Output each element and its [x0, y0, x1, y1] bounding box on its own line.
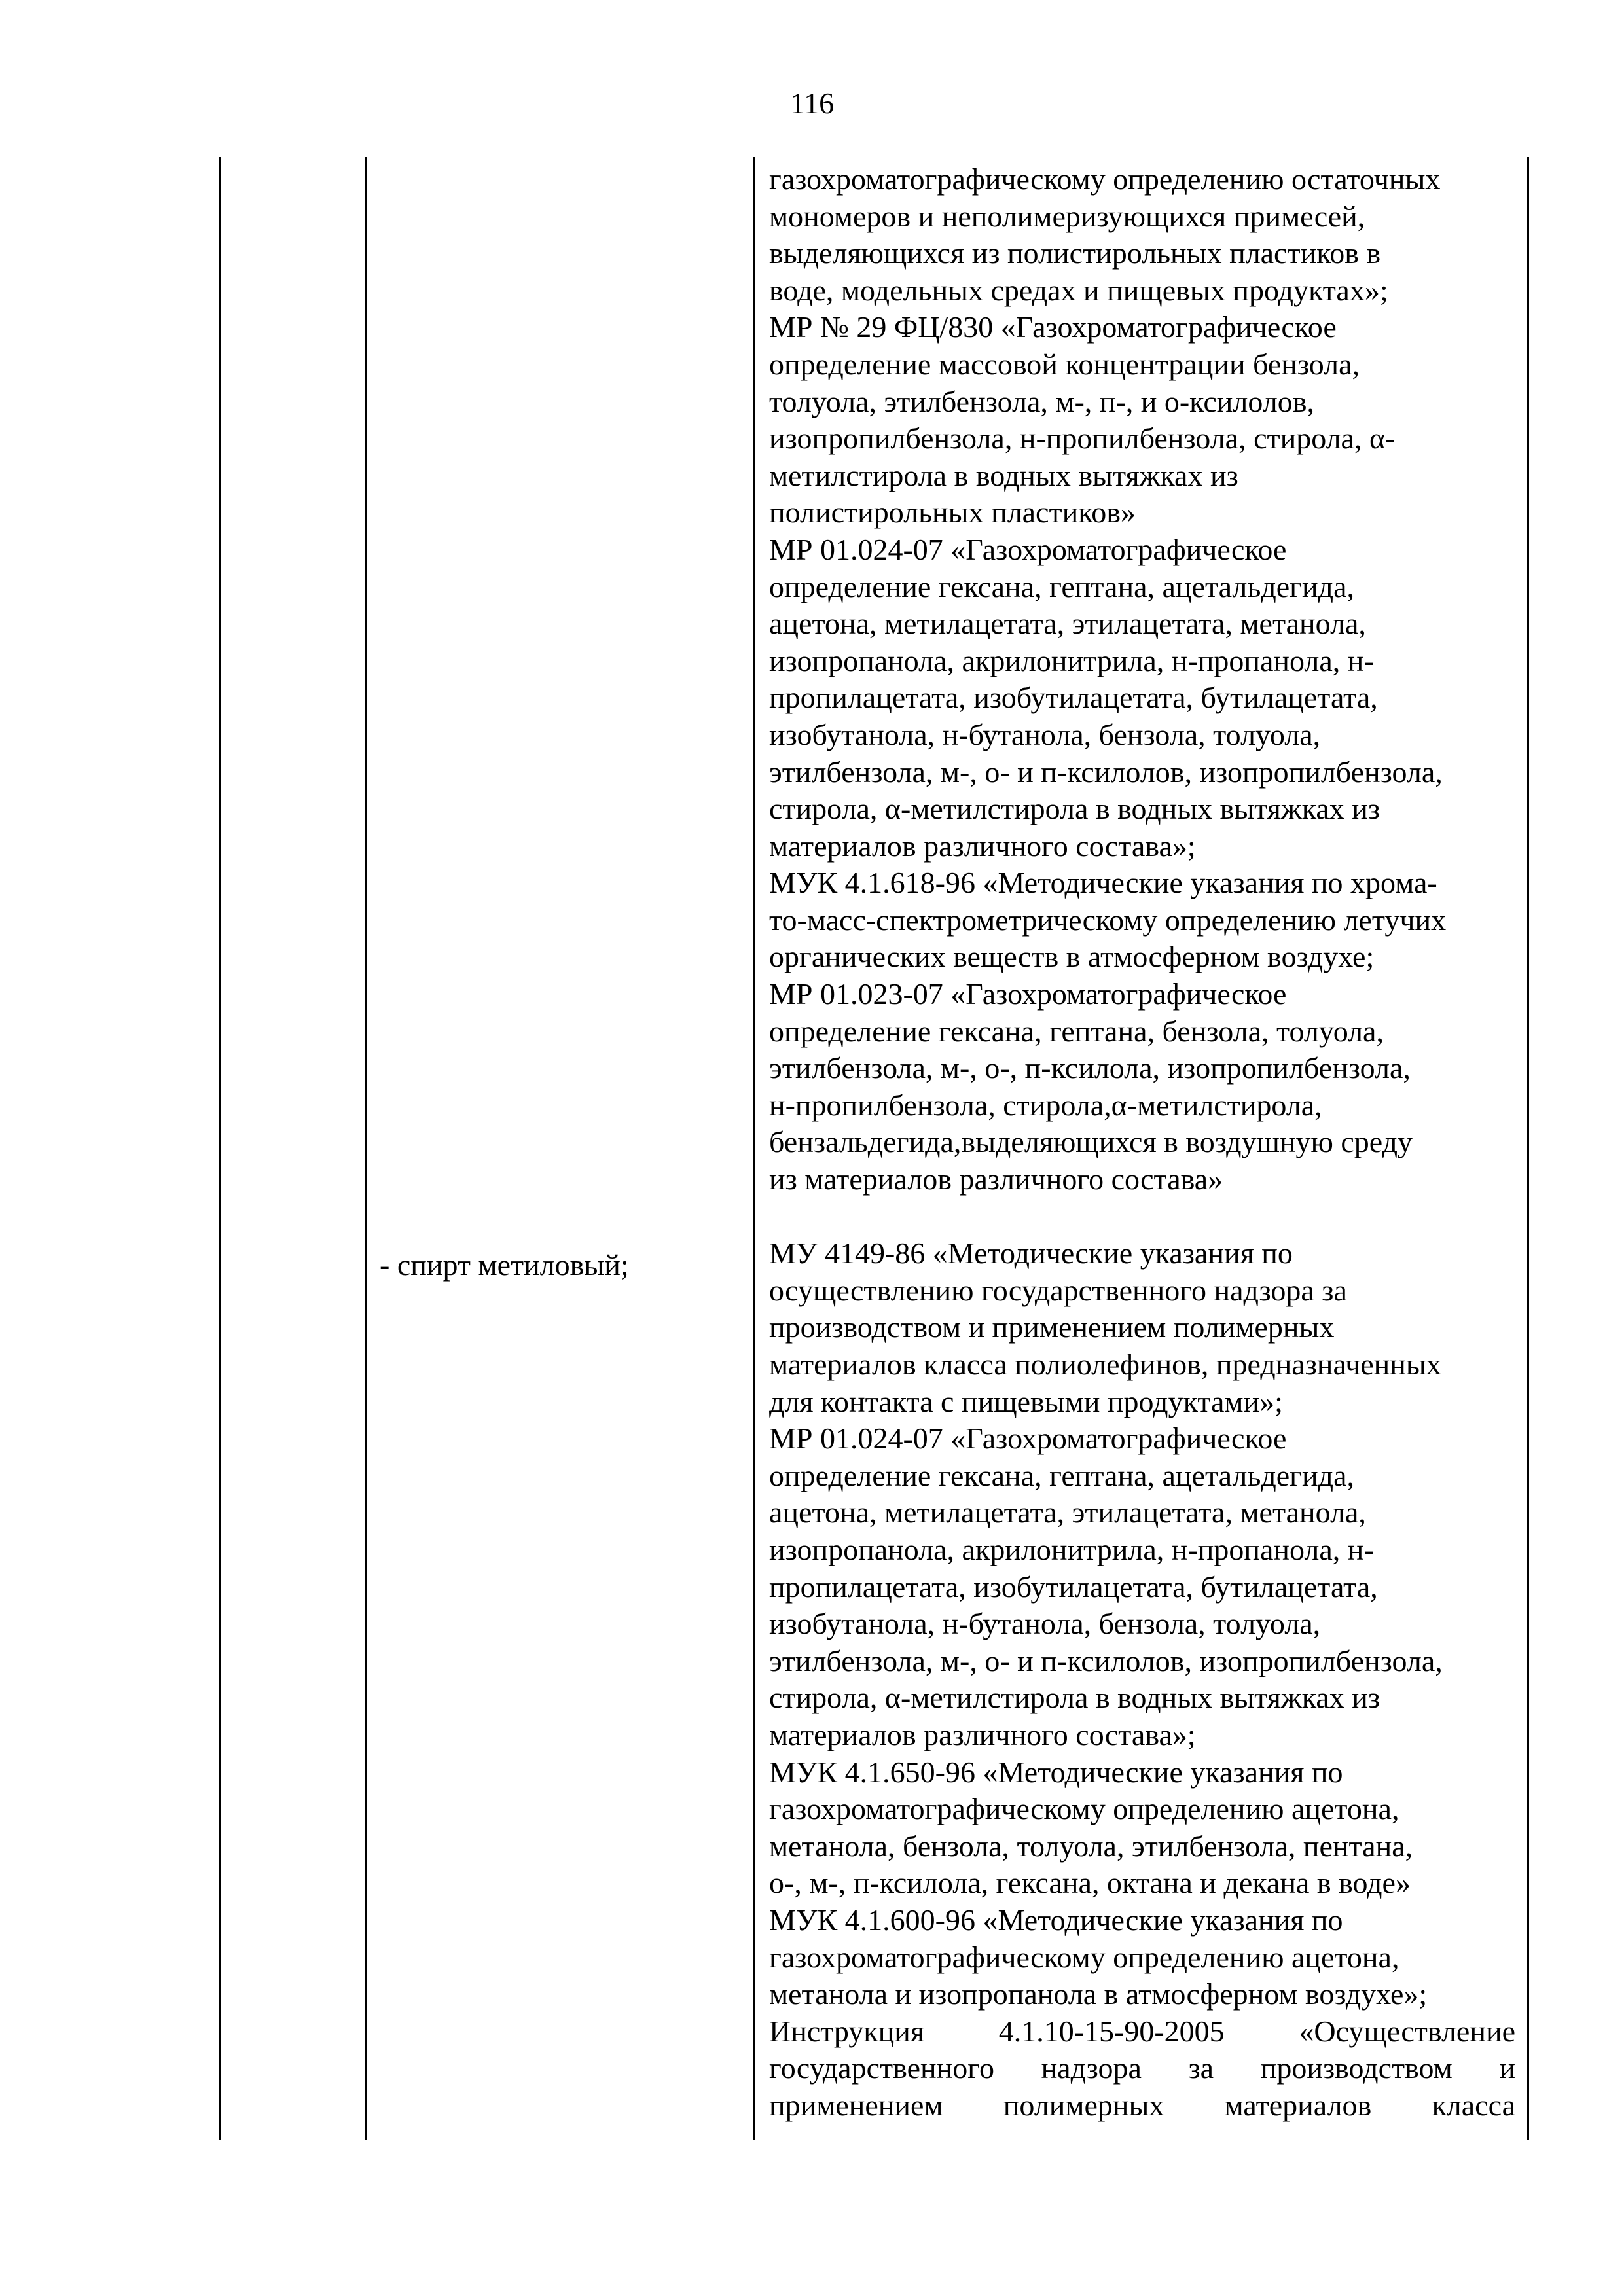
text-line: полистирольных пластиков»: [769, 495, 1136, 529]
methods-block-instruction: [769, 2013, 1515, 2125]
text-line: осуществлению государственного надзора за: [769, 1273, 1347, 1307]
text-line: применением полимерных материалов класса: [769, 2088, 1515, 2122]
text-line: определение гексана, гептана, бензола, толуола,: [769, 1014, 1384, 1048]
text-line: выделяющихся из полистирольных пластиков в: [769, 236, 1381, 270]
text-line: МР 01.024-07 «Газохроматографическое: [769, 532, 1287, 566]
row-gap: [769, 1198, 1515, 1236]
text-line: определение гексана, гептана, ацетальдегида,: [769, 569, 1354, 603]
text-line: МУК 4.1.618-96 «Методические указания по хрома-: [769, 866, 1437, 900]
row-label-methanol: - спирт метиловый;: [380, 1248, 629, 1282]
methods-block-methanol: [769, 1235, 1515, 2013]
table-border-col1: [365, 157, 367, 2140]
text-line: ацетона, метилацетата, этилацетата, метанола,: [769, 1496, 1366, 1530]
text-line: Инструкция 4.1.10-15-90-2005 «Осуществление: [769, 2014, 1515, 2048]
text-line: для контакта с пищевыми продуктами»;: [769, 1384, 1283, 1418]
text-line: изобутанола, н-бутанола, бензола, толуола,: [769, 1607, 1321, 1641]
text-line: МУ 4149-86 «Методические указания по: [769, 1236, 1293, 1270]
text-line: воде, модельных средах и пищевых продуктах»;: [769, 273, 1388, 307]
text-line: газохроматографическому определению остаточных: [769, 162, 1441, 196]
text-line: МР № 29 ФЦ/830 «Газохроматографическое: [769, 310, 1337, 344]
text-line: метанола, бензола, толуола, этилбензола, пентана,: [769, 1829, 1413, 1863]
text-line: материалов различного состава»;: [769, 829, 1196, 863]
text-line: пропилацетата, изобутилацетата, бутилацетата,: [769, 1570, 1378, 1604]
text-line: из материалов различного состава»: [769, 1162, 1223, 1196]
text-line: определение гексана, гептана, ацетальдегида,: [769, 1458, 1354, 1492]
text-line: метанола и изопропанола в атмосферном воздухе»;: [769, 1977, 1428, 2011]
table-border-left: [219, 157, 221, 2140]
text-line: изопропилбензола, н-пропилбензола, стирола, α-: [769, 422, 1396, 456]
text-line: пропилацетата, изобутилацетата, бутилацетата,: [769, 681, 1378, 715]
text-line: газохроматографическому определению ацетона,: [769, 1792, 1399, 1826]
text-line: о-, м-, п-ксилола, гексана, октана и декана в воде»: [769, 1866, 1411, 1900]
text-line: изопропанола, акрилонитрила, н-пропанола, н-: [769, 643, 1374, 677]
text-line: этилбензола, м-, о- и п-ксилолов, изопропилбензола,: [769, 755, 1443, 789]
table-border-right: [1527, 157, 1529, 2140]
text-line: метилстирола в водных вытяжках из: [769, 458, 1238, 492]
table-border-col2: [753, 157, 755, 2140]
text-line: стирола, α-метилстирола в водных вытяжках из: [769, 1681, 1380, 1715]
text-line: газохроматографическому определению ацетона,: [769, 1940, 1399, 1974]
text-line: определение массовой концентрации бензола,: [769, 347, 1360, 381]
text-line: бензальдегида,выделяющихся в воздушную среду: [769, 1125, 1413, 1159]
text-line: материалов различного состава»;: [769, 1717, 1196, 1751]
text-line: МР 01.024-07 «Газохроматографическое: [769, 1422, 1287, 1456]
text-line: изобутанола, н-бутанола, бензола, толуола,: [769, 717, 1321, 751]
text-line: то-масс-спектрометрическому определению летучих: [769, 903, 1447, 937]
text-line: этилбензола, м-, о- и п-ксилолов, изопропилбензола,: [769, 1643, 1443, 1677]
text-line: органических веществ в атмосферном воздухе;: [769, 940, 1375, 974]
text-line: государственного надзора за производством и: [769, 2051, 1515, 2085]
text-line: материалов класса полиолефинов, предназначенных: [769, 1348, 1441, 1381]
text-line: н-пропилбензола, стирола,α-метилстирола,: [769, 1088, 1322, 1122]
text-line: этилбензола, м-, о-, п-ксилола, изопропилбензола,: [769, 1051, 1411, 1085]
text-line: МУК 4.1.650-96 «Методические указания по: [769, 1755, 1343, 1789]
methods-block-continued: [769, 161, 1515, 1198]
methods-column: [769, 161, 1515, 2124]
text-line: МУК 4.1.600-96 «Методические указания по: [769, 1903, 1343, 1937]
page-number: 116: [789, 86, 835, 120]
text-line: МР 01.023-07 «Газохроматографическое: [769, 977, 1287, 1011]
text-line: мономеров и неполимеризующихся примесей,: [769, 199, 1365, 233]
text-line: стирола, α-метилстирола в водных вытяжках из: [769, 792, 1380, 826]
text-line: ацетона, метилацетата, этилацетата, метанола,: [769, 607, 1366, 641]
text-line: производством и применением полимерных: [769, 1310, 1335, 1344]
text-line: изопропанола, акрилонитрила, н-пропанола, н-: [769, 1532, 1374, 1566]
text-line: толуола, этилбензола, м-, п-, и о-ксилолов,: [769, 384, 1314, 418]
